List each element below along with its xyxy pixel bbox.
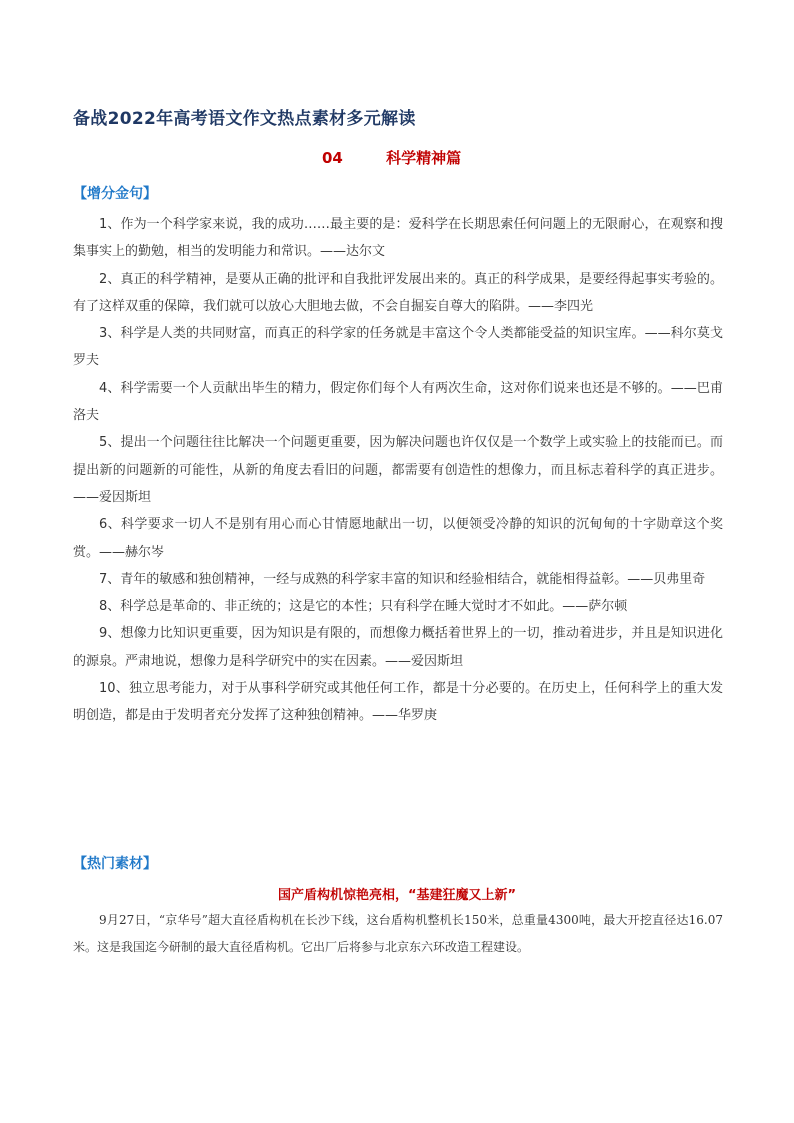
quotes-section-heading: 【增分金句】 [73, 186, 157, 202]
quote-item: 3、科学是人类的共同财富，而真正的科学家的任务就是丰富这个令人类都能受益的知识宝库。——科尔莫戈罗夫 [73, 326, 723, 369]
quote-item: 7、青年的敏感和独创精神，一经与成熟的科学家丰富的知识和经验相结合，就能相得益彰。——贝弗里奇 [99, 571, 706, 587]
chapter-name: 科学精神篇 [386, 149, 462, 167]
chapter-number: 04 [322, 149, 343, 167]
quote-item: 5、提出一个问题往往比解决一个问题更重要，因为解决问题也许仅仅是一个数学上或实验上的技能而已。而提出新的问题新的可能性，从新的角度去看旧的问题，都需要有创造性的想像力，而且标志着科学的真正进步。——爱因斯坦 [73, 435, 723, 505]
quote-item: 8、科学总是革命的、非正统的；这是它的本性；只有科学在睡大觉时才不如此。——萨尔顿 [99, 599, 628, 615]
quote-item: 9、想像力比知识更重要，因为知识是有限的，而想像力概括着世界上的一切，推动着进步，并且是知识进化的源泉。严肃地说，想像力是科学研究中的实在因素。——爱因斯坦 [73, 626, 723, 669]
quote-item: 2、真正的科学精神，是要从正确的批评和自我批评发展出来的。真正的科学成果，是要经得起事实考验的。有了这样双重的保障，我们就可以放心大胆地去做，不会自掘妄自尊大的陷阱。——李四光 [73, 271, 723, 314]
quote-item: 10、独立思考能力，对于从事科学研究或其他任何工作，都是十分必要的。在历史上，任何科学上的重大发明创造，都是由于发明者充分发挥了这种独创精神。——华罗庚 [73, 681, 723, 724]
document-title: 备战2022年高考语文作文热点素材多元解读 [73, 109, 416, 129]
chapter-subtitle [322, 147, 461, 168]
quote-item: 6、科学要求一切人不是别有用心而心甘情愿地献出一切，以便领受冷静的知识的沉甸甸的十字勋章这个奖赏。——赫尔岑 [73, 517, 723, 560]
news-title: 国产盾构机惊艳亮相，“基建狂魔又上新” [277, 888, 517, 903]
quotes-list [73, 211, 723, 730]
quote-item: 4、科学需要一个人贡献出毕生的精力，假定你们每个人有两次生命，这对你们说来也还是不够的。——巴甫洛夫 [73, 380, 723, 424]
materials-section-heading: 【热门素材】 [73, 856, 157, 872]
quote-item: 1、作为一个科学家来说，我的成功……最主要的是：爱科学在长期思索任何问题上的无限耐心，在观察和搜集事实上的勤勉，相当的发明能力和常识。——达尔文 [73, 217, 723, 260]
news-body: 9月27日，“京华号”超大直径盾构机在长沙下线，这台盾构机整机长150米，总重量4300吨，最大开挖直径达16.07米。这是我国迄今研制的最大直径盾构机。它出厂后将参与北京东六环改造工程建设。 [73, 913, 723, 954]
